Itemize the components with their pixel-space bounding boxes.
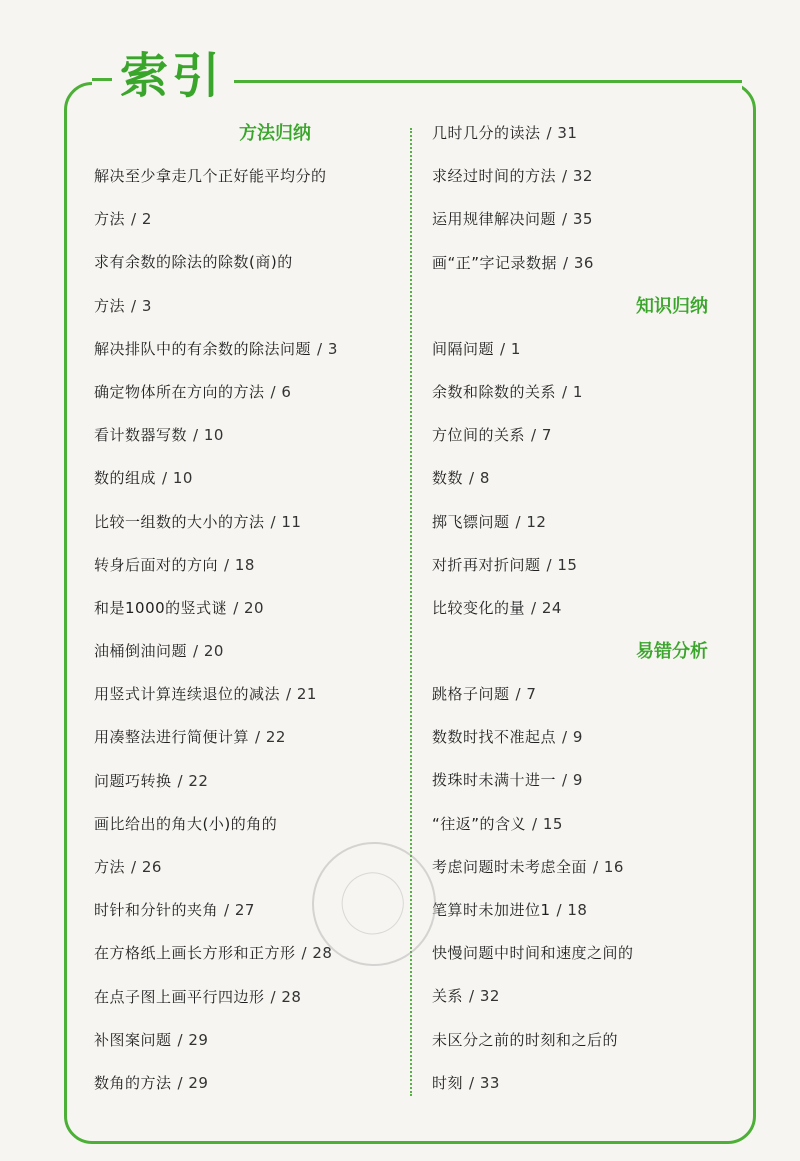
index-entry [432,544,736,587]
entry-page: / 7 [515,685,537,704]
index-entry [432,716,736,759]
entry-text: 时针和分针的夹角 [94,901,219,920]
entry-page: / 18 [224,555,255,574]
title-rule [234,80,742,83]
index-entry [432,155,736,198]
entry-page: / 3 [317,339,338,358]
entry-text: 解决至少拿走几个正好能平均分的 [94,167,327,185]
entry-text: 快慢问题中时间和速度之间的 [432,944,634,963]
entry-text: 方法 [94,858,126,876]
index-entry [94,716,400,759]
index-entry [94,414,400,457]
index-entry [94,976,400,1019]
entry-text: 关系 [432,987,464,1006]
index-entry [432,673,736,716]
index-entry [432,846,736,889]
index-entry [94,760,400,803]
errors-list [432,673,736,1105]
entry-page: / 32 [469,987,500,1006]
entry-page: / 11 [270,512,302,531]
entry-page: / 12 [515,512,547,531]
entry-text: 数的组成 [94,469,157,488]
entry-page: / 2 [131,210,152,229]
index-entry [94,630,400,673]
entry-page: / 29 [177,1030,209,1049]
entry-page: / 8 [469,469,490,488]
index-entry [432,975,736,1018]
entry-text: 对折再对折问题 [432,555,541,574]
index-entry [432,457,736,500]
entry-page: / 22 [255,728,286,747]
entry-page: / 31 [546,124,578,142]
entry-text: 看计数器写数 [94,426,188,445]
entry-text: 用竖式计算连续退位的减法 [94,685,281,704]
index-entry [432,328,736,371]
entry-page: / 28 [270,987,302,1006]
index-entry [94,1019,400,1062]
index-entry [94,457,400,500]
entry-text: 在方格纸上画长方形和正方形 [94,944,296,963]
entry-text: 问题巧转换 [94,771,172,790]
entry-page: / 16 [593,857,624,876]
entry-page: / 20 [193,642,224,661]
entry-page: / 10 [193,426,224,445]
index-entry [94,241,400,284]
entry-page: / 27 [224,901,255,920]
entry-page: / 28 [301,944,333,963]
entry-text: 在点子图上画平行四边形 [94,987,265,1006]
index-entry [432,1062,736,1105]
index-entry [94,803,400,846]
entry-page: / 15 [546,555,578,574]
index-entry [432,198,736,241]
index-entry [432,242,736,285]
knowledge-list [432,328,736,630]
entry-text: 和是1000的竖式谜 [94,598,228,617]
index-entry [432,932,736,975]
entry-page: / 26 [131,858,162,876]
index-entry [432,1019,736,1062]
entry-text: 解决排队中的有余数的除法问题 [94,339,312,358]
entry-text: 跳格子问题 [432,685,510,704]
methods-list-continued [432,112,736,285]
section-heading-methods: 方法归纳 [239,123,311,144]
index-entry [94,198,400,241]
entry-page: / 10 [162,469,193,488]
entry-page: / 20 [233,598,265,617]
entry-text: 拨珠时未满十进一 [432,771,557,790]
entry-page: / 21 [286,685,317,704]
right-column [432,112,736,1105]
entry-page: / 6 [270,382,292,401]
index-entry [432,112,736,155]
title-dash [92,78,112,81]
index-entry [94,501,400,544]
entry-text: 方法 [94,210,126,229]
entry-page: / 9 [562,728,583,747]
entry-text: 求有余数的除法的除数(商)的 [94,253,293,272]
section-heading-errors: 易错分析 [636,641,708,663]
entry-page: / 1 [500,339,521,358]
entry-text: 时刻 [432,1073,464,1092]
entry-text: 求经过时间的方法 [432,167,557,186]
entry-text: 方位间的关系 [432,426,526,445]
entry-page: / 9 [562,771,583,790]
page-title: 索引 [120,48,225,104]
index-entry [432,501,736,544]
entry-text: 油桶倒油问题 [94,642,188,661]
index-entry [94,673,400,716]
entry-text: 间隔问题 [432,339,495,358]
index-entry [94,544,400,587]
entry-page: / 7 [531,426,552,445]
entry-text: 运用规律解决问题 [432,210,557,229]
entry-text: 比较变化的量 [432,598,526,617]
index-entry [94,371,400,414]
entry-text: 转身后面对的方向 [94,555,219,574]
entry-page: / 24 [531,598,562,617]
entry-text: 画比给出的角大(小)的角的 [94,814,278,833]
entry-page: / 36 [563,253,594,272]
entry-text: 余数和除数的关系 [432,382,557,401]
entry-text: 掷飞镖问题 [432,512,510,531]
watermark-seal-inner [333,864,412,943]
entry-page: / 15 [532,814,563,833]
index-entry [94,1062,400,1105]
index-entry [432,889,736,932]
index-entry [94,587,400,630]
entry-page: / 32 [562,167,593,186]
entry-text: 数数 [432,469,464,488]
entry-text: 几时几分的读法 [432,124,541,142]
index-entry [94,328,400,371]
entry-text: 数角的方法 [94,1073,172,1092]
entry-page: / 35 [562,210,593,229]
index-entry [432,803,736,846]
index-entry [432,759,736,802]
entry-text: 用凑整法进行简便计算 [94,728,250,747]
entry-text: 画“正”字记录数据 [432,253,558,272]
entry-page: / 22 [177,771,209,790]
entry-page: / 29 [177,1073,209,1092]
index-entry [432,371,736,414]
index-entry [432,587,736,630]
entry-text: 确定物体所在方向的方法 [94,382,265,401]
index-entry [432,414,736,457]
entry-page: / 33 [469,1073,500,1092]
index-entry [94,155,400,198]
entry-text: 方法 [94,296,126,315]
entry-page: / 1 [562,382,583,401]
entry-page: / 18 [556,901,588,919]
entry-page: / 3 [131,296,152,315]
section-heading-knowledge: 知识归纳 [636,295,708,317]
entry-text: 数数时找不准起点 [432,728,557,747]
entry-text: 比较一组数的大小的方法 [94,512,265,531]
entry-text: 补图案问题 [94,1030,172,1049]
entry-text: 笔算时未加进位1 [432,901,551,919]
entry-text: 未区分之前的时刻和之后的 [432,1030,619,1049]
entry-text: “往返”的含义 [432,814,527,833]
index-entry [94,285,400,328]
entry-text: 考虑问题时未考虑全面 [432,857,588,876]
